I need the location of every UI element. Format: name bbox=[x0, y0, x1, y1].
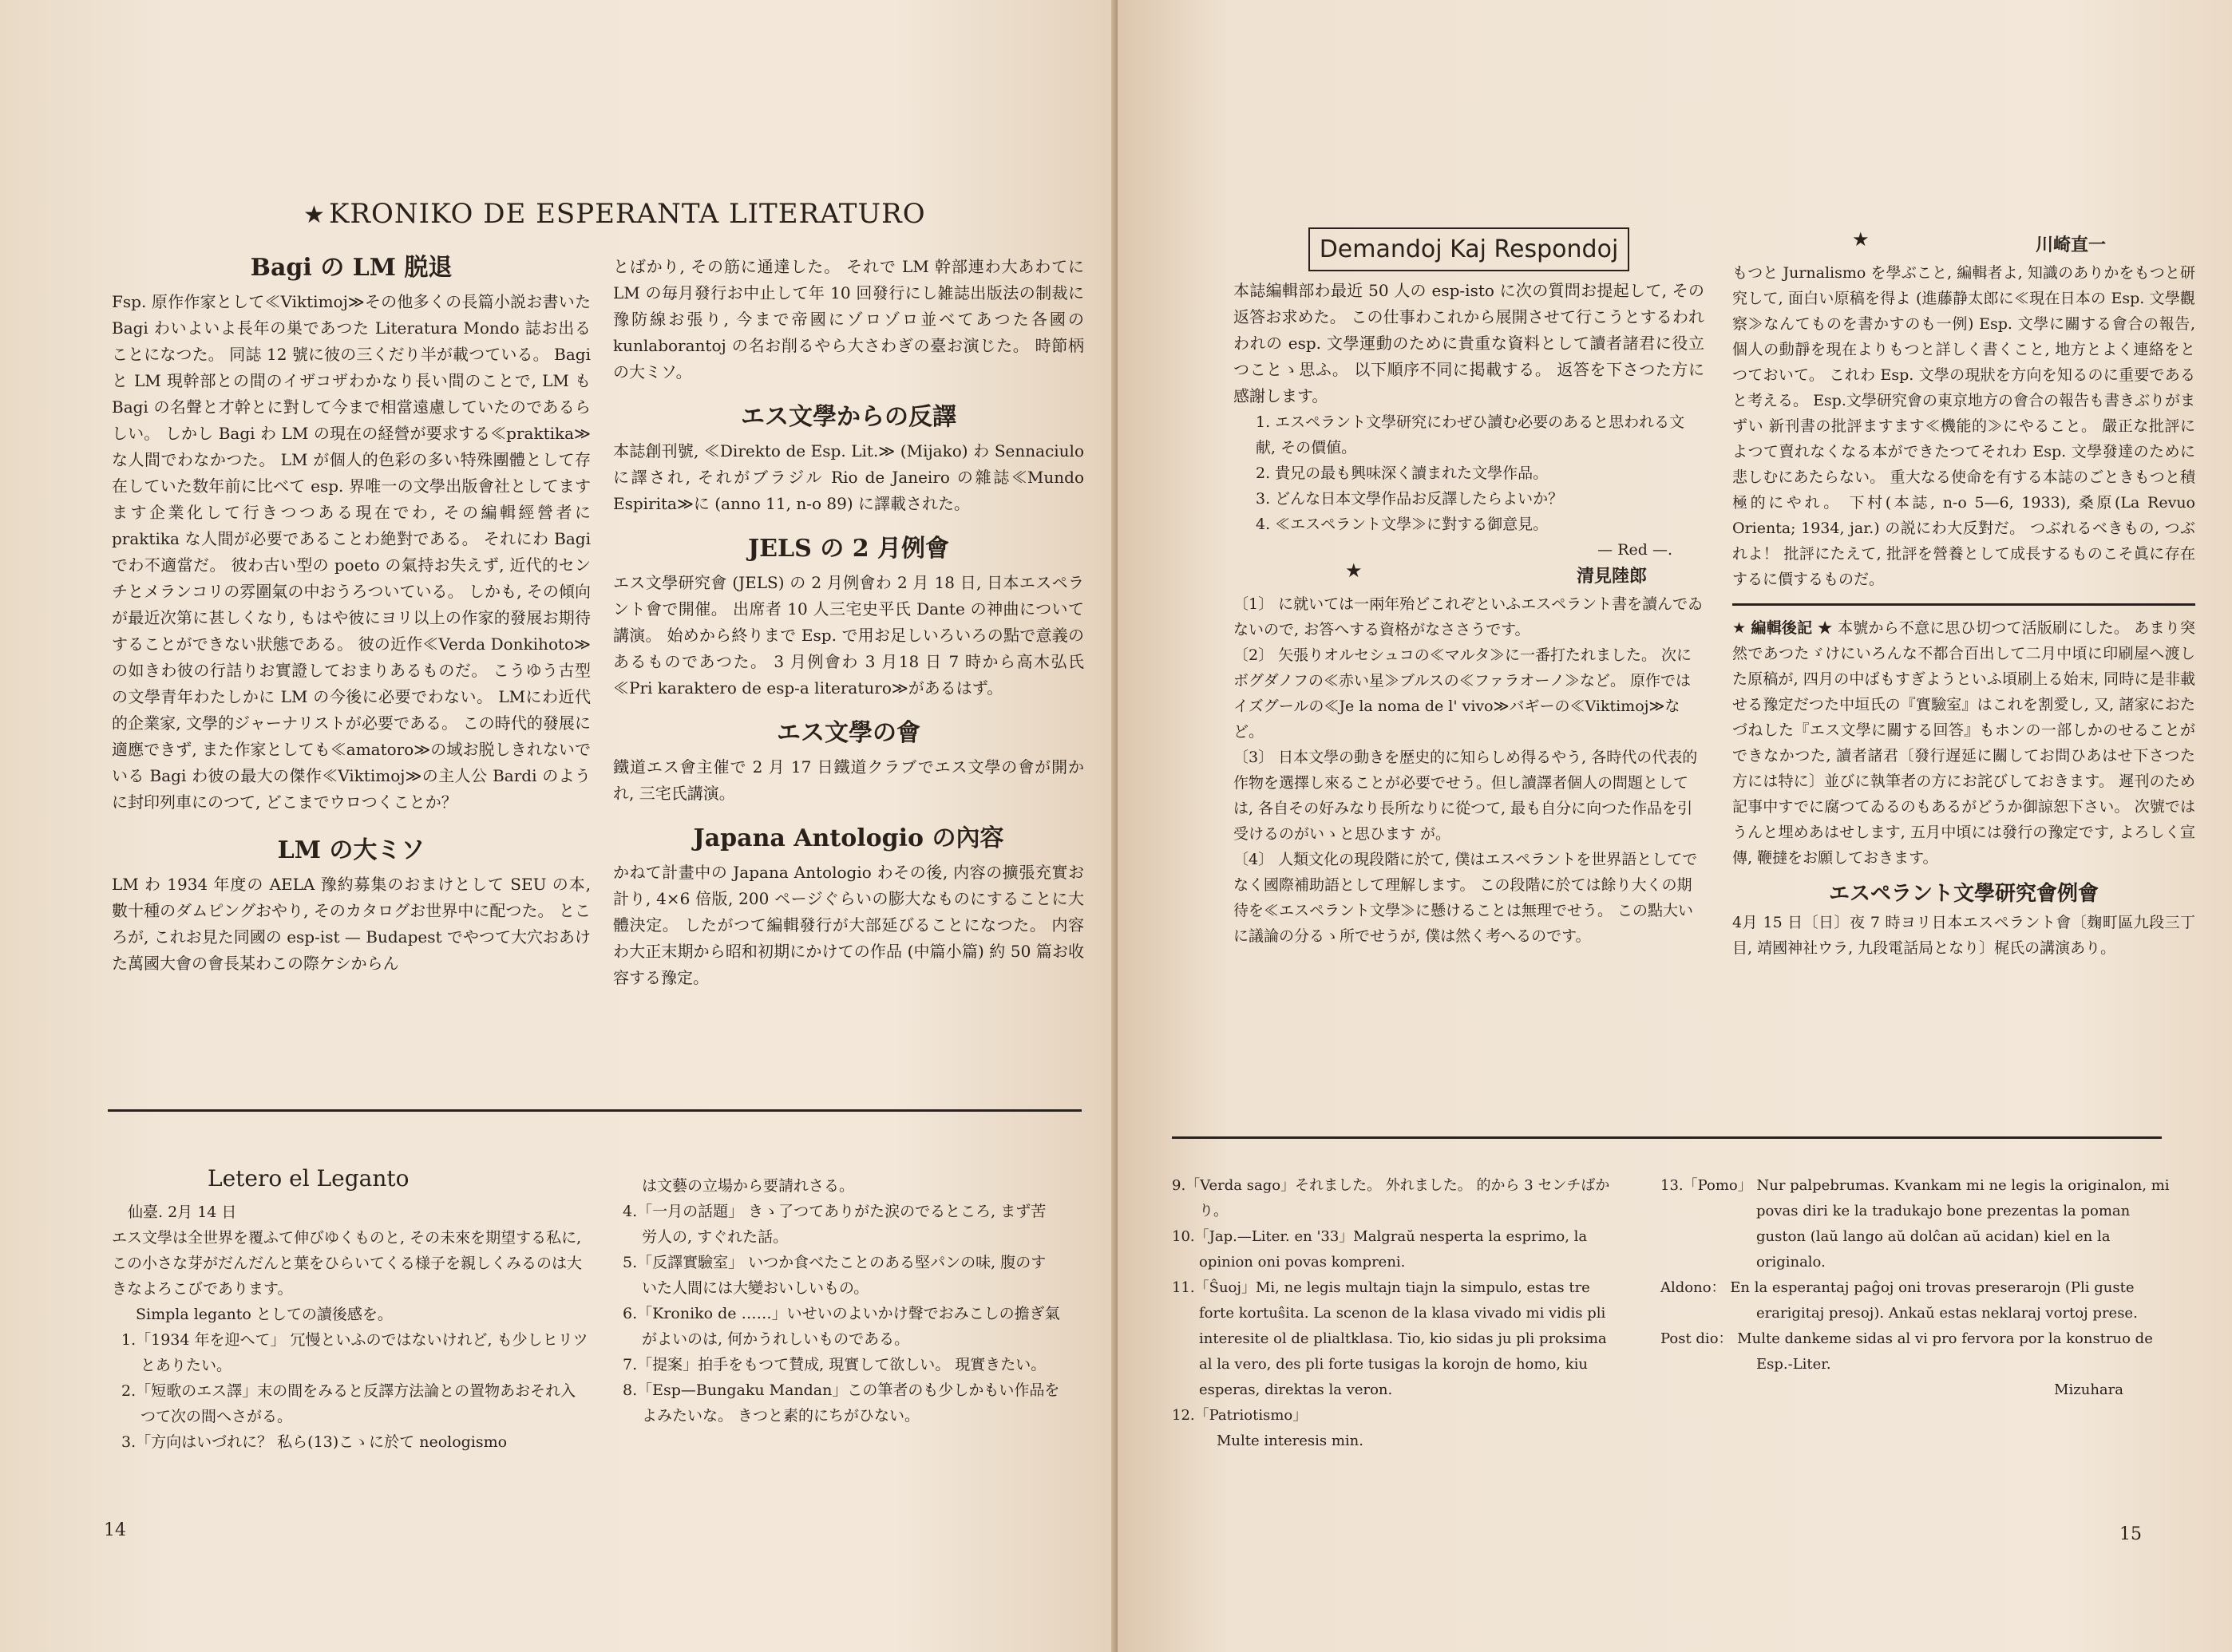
letter-continuation-1 bbox=[1172, 1173, 1619, 1454]
question-item: 3. どんな日本文學作品お反譯したらよいか？ bbox=[1256, 490, 1564, 508]
list-item: 7.「提案」拍手をもつて賛成, 現實して欲しい。 現實きたい。 bbox=[623, 1356, 1047, 1373]
list-item: 2.「短歌のエス譯」末の間をみると反譯方法論との置物あおそれ入つて次の間へさがる。 bbox=[121, 1382, 576, 1425]
star-icon: ★ bbox=[1345, 559, 1363, 582]
letter-subtitle: Simpla leganto としての讀後感を。 bbox=[136, 1306, 393, 1323]
meeting-title: エスペラント文學研究會例會 bbox=[1828, 882, 2099, 906]
section-heading: LM の大ミソ bbox=[277, 836, 425, 864]
divider-rule bbox=[108, 1109, 1082, 1112]
right-page bbox=[1118, 0, 2232, 1652]
list-item: 8.「Esp—Bungaku Mandan」この筆者のも少しかもい作品をよみたいな。 きつと素的にちがひない。 bbox=[623, 1381, 1060, 1425]
page-number: 14 bbox=[104, 1520, 126, 1540]
section-heading: エス文學の會 bbox=[777, 719, 920, 747]
letter-signature: Mizuhara bbox=[2054, 1381, 2123, 1398]
section-body: Fsp. 原作作家として≪Viktimoj≫その他多くの長篇小説お書いた Bagi わいよいよ長年の巣であつた Literatura Mondo 誌お出ることになつた。 同誌 12 號に彼の三くだり半が載つている。 Bagi と LM 現幹部との間のイザコザわかなり長い間のことで, LM も Bagi の名聲と才幹とに對して今まで相當遠慮していたのであるらしい。 しかし Bagi わ LM の現在の経營が要求する≪praktika≫な人間でわなかつた。 LM が個人的色彩の多い特殊團體として存在していた数年前に比べて esp. 界唯一の文學出版會社としてますます企業化して行きつつある現在でわ, その編輯經營者に praktika な人間が必要であることわ絶對である。 それにわ Bagi でわ不適當だ。 彼わ古い型の poeto の氣持お失えず, 近代的センチとメランコリの雰圍氣の中おうろついている。 しかも, その傾向が最近次第に甚しくなり, もはや彼にヨリ以上の作家的發展お期待することができない狀態である。 彼の近作≪Verda Donkihoto≫の如きわ彼の行詰りお實證しておまりあるものだ。 こうゆう古型の文學青年わたしかに LM の今後に必要でわない。 LMにわ近代的企業家, 文學的ジャーナリストが必要である。 この時代的發展に適應できず, また作家としても≪amatoro≫の域お脱しきれないでいる Bagi わ彼の最大の傑作≪Viktimoj≫の主人公 Bardi のように封印列車にのつて, どこまでウロつくことか？ bbox=[112, 292, 591, 812]
question-item: 2. 貴兄の最も興味深く讀まれた文學作品。 bbox=[1256, 464, 1549, 482]
letter-title: Letero el Leganto bbox=[208, 1165, 410, 1192]
star-icon: ★ bbox=[1852, 228, 1870, 251]
respondent-name: 川崎直一 bbox=[2036, 235, 2107, 255]
star-icon: ★ bbox=[303, 201, 325, 229]
column-title bbox=[303, 198, 958, 230]
section-body: とばかり, その筋に通達した。 それで LM 幹部連わ大あわてに LM の毎月發行お中止して年 10 回發行にし雑誌出版法の制裁に豫防線お張り, 今まで帝國にゾロゾロ並べてあつた各國の kunlaborantoj の名お削るやら大さわぎの臺お演じた。 時節柄の大ミソ。 bbox=[613, 257, 1084, 381]
respondent-name: 清見陸郎 bbox=[1577, 566, 1648, 587]
letter-column-2 bbox=[613, 1173, 1060, 1429]
page-number: 15 bbox=[2119, 1524, 2142, 1544]
list-item: 11.「Ŝuoj」Mi, ne legis multajn tiajn la simpulo, estas tre forte kortuŝita. La scenon de la klasa vivado mi vidis pli interesite ol de plialtklasa. Tio, kio sidas ju pli proksima al la vero, des pli forte tusigas la korojn de homo, kiu esperas, direktas la veron. bbox=[1172, 1279, 1607, 1398]
list-item: 6.「Kroniko de ……」いせいのよいかけ聲でおみこしの擔ぎ氣がよいのは, 何かうれしいものである。 bbox=[623, 1305, 1060, 1348]
list-item: 1.「1934 年を迎へて」 冗慢といふのではないけれど, も少しヒリツとありたい。 bbox=[121, 1331, 588, 1374]
section-body: 鐵道エス會主催で 2 月 17 日鐵道クラブでエス文學の會が開かれ, 三宅氏講演。 bbox=[613, 757, 1084, 803]
answer-item: 〔2〕 矢張りオルセシュコの≪マルタ≫に一番打たれました。 次にボグダノフの≪赤い星≫ブルスの≪ファラオーノ≫など。 原作ではイズグールの≪Je la noma de l' vivo≫バギーの≪Viktimoj≫など。 bbox=[1233, 646, 1692, 741]
list-item: Multe interesis min. bbox=[1217, 1433, 1363, 1449]
list-item: 3.「方向はいづれに？ 私ら(13)こゝに於て neologismo bbox=[121, 1433, 508, 1451]
qa-intro: 本誌編輯部わ最近 50 人の esp-isto に次の質問お提起して, その返答お求めた。 この仕事わこれから展開させて行こうとするわれわれの esp. 文學運動のために貴重な資料として讀者諸君に役立つことゝ思ふ。 以下順序不同に掲載する。 返答を下さつた方に感謝します。 bbox=[1233, 281, 1704, 405]
page-title: KRONIKO DE ESPERANTA LITERATURO bbox=[329, 198, 926, 230]
answer-body: もつと Jurnalismo を學ぶこと, 編輯者よ, 知識のありかをもつと研究して, 面白い原稿を得よ (進藤静太郎に≪現在日本の Esp. 文學觀察≫なんてものを書かすのも一例) Esp. 文學に關する會合の報告, 個人の動靜を現在よりもつと詳しく書くこと, 地方とよく連絡をとつておいて。 これわ Esp. 文學の現狀を方向を知るのに重要であると考える。 Esp.文學研究會の東京地方の會合の報告も書きぶりがまずい 新刊書の批評ますます≪機能的≫にやること。 嚴正な批評によつて賣れなくなる本ができたつてそれわ Esp. 文學發達のために悲しむにあたらない。 重大なる使命を有する本誌のごときもつと積極的にやれ。 下村(本誌, n-o 5—6, 1933), 桑原(La Revuo Orienta; 1934, jar.) の説にわ大反對だ。 つぶれるべきもの, つぶれよ！ 批評にたえて, 批評を營養として成長するものこそ眞に存在するに價するものだ。 bbox=[1732, 264, 2195, 588]
question-item: 4. ≪エスペラント文學≫に對する御意見。 bbox=[1256, 516, 1549, 533]
list-item: 5.「反譯實驗室」 いつか食べたことのある堅パンの味, 腹のすいた人間には大變おいしいもの。 bbox=[623, 1254, 1047, 1297]
answer-item: 〔3〕 日本文學の動きを歴史的に知らしめ得るやう, 各時代の代表的作物を選擇し來ることが必要でせう。但し讀譯者個人の問題としては, 各自その好みなり長所なりに從つて, 最も自分に向つた作品を引受けるのがいゝと思ひます が。 bbox=[1233, 749, 1698, 843]
postscript-body: 本號から不意に思ひ切つて活版刷にした。 あまり突然であつたゞけにいろんな不都合百出して二月中頃に印刷屋へ渡した原稿が, 四月の中ばもすぎようといふ頃刷上る始末, 同時に是非載せる豫定だつた中垣氏の『實驗室』はこれを割愛し, 又, 諸家におたづねした『エス文學に關する回答』もホンの一部しかのせることができなかつた, 讀者諸君〔發行遅延に關してお問ひあはせ下さつた方には特に〕並びに執筆者の方にお詫びしておきます。 遲刊のため記事中すでに腐つてゐるのもあるがどうか御諒恕下さい。 次號ではうんと埋めあはせします, 五月中頃には發行の豫定です, よろしく宣傳, 鞭撻をお願しておきます。 bbox=[1732, 619, 2195, 867]
list-item: は文藝の立場から要請れさる。 bbox=[642, 1177, 855, 1195]
left-column-1 bbox=[112, 247, 591, 977]
list-item: 9.「Verda sago」それました。 外れました。 的から 3 センチばかり。 bbox=[1172, 1177, 1610, 1219]
letter-continuation-2 bbox=[1660, 1173, 2171, 1403]
letter-column-1 bbox=[112, 1165, 591, 1455]
section-body: LM わ 1934 年度の AELA 豫約募集のおまけとして SEU の本, 數十種のダムピングおやり, そのカタログお世界中に配つた。 ところが, これお見た同國の esp-ist — Budapest でやつて大穴おあけた萬國大會の會長某わこの際ケシからん bbox=[112, 875, 591, 973]
question-item: 1. エスペラント文學研究にわぜひ讀む必要のあると思われる文献, その價値。 bbox=[1256, 413, 1685, 456]
right-column-2 bbox=[1732, 228, 2195, 961]
section-heading: エス文學からの反譯 bbox=[741, 403, 956, 431]
section-heading: Bagi の LM 脱退 bbox=[250, 254, 453, 282]
list-item: 10.「Jap.—Liter. en '33」Malgraŭ nesperta la esprimo, la opinion oni povas kompreni. bbox=[1172, 1228, 1588, 1271]
star-icon: ★ bbox=[1817, 619, 1833, 637]
letter-dateline: 仙臺. 2月 14 日 bbox=[128, 1203, 237, 1221]
list-item: Post dio： Multe dankeme sidas al vi pro fervora por la konstruo de Esp.-Liter. bbox=[1660, 1330, 2153, 1373]
qa-box-title: Demandoj Kaj Respondoj bbox=[1308, 227, 1630, 271]
divider-rule bbox=[1172, 1136, 2162, 1139]
section-heading: JELS の 2 月例會 bbox=[747, 535, 950, 563]
meeting-body: 4月 15 日〔日〕夜 7 時ヨリ日本エスペラント會〔麹町區九段三丁目, 靖國神社ウラ, 九段電話局となり〕梶氏の講演あり。 bbox=[1732, 914, 2195, 957]
answer-item: 〔4〕 人類文化の現段階に於て, 僕はエスペラントを世界語としてでなく國際補助語として理解します。 この段階に於ては餘り大くの期待を≪エスペラント文學≫に懸けることは無理でせう。 この點大いに議論の分るゝ所でせうが, 僕は然く考へるのです。 bbox=[1233, 851, 1698, 945]
left-column-2 bbox=[613, 254, 1084, 991]
postscript bbox=[1732, 615, 2195, 871]
editor-signature: — Red —. bbox=[1597, 541, 1672, 559]
divider-rule bbox=[1732, 603, 2195, 606]
section-body: 本誌創刊號, ≪Direkto de Esp. Lit.≫ (Mijako) わ Sennaciulo に譯され, それがブラジル Rio de Janeiro の雜誌≪Mundo Espirita≫に (anno 11, n-o 89) に譯載された。 bbox=[613, 441, 1084, 513]
list-item: 12.「Patriotismo」 bbox=[1172, 1407, 1308, 1424]
answer-item: 〔1〕 に就いては一兩年殆どこれぞといふエスペラント書を讀んでゐないので, お答へする資格がなささうです。 bbox=[1233, 595, 1704, 638]
postscript-title: 編輯後記 bbox=[1751, 619, 1813, 637]
list-item: 4.「一月の話題」 きゝ了つてありがた涙のでるところ, まず苦労人の, すぐれた話。 bbox=[623, 1203, 1047, 1246]
star-icon: ★ bbox=[1732, 619, 1747, 637]
list-item: Aldono： En la esperantaj paĝoj oni trovas preserarojn (Pli guste erarigitaj presoj). Ankaŭ estas neklaraj vortoj prese. bbox=[1660, 1279, 2138, 1322]
right-column-1 bbox=[1233, 235, 1704, 949]
list-item: 13.「Pomo」 Nur palpebrumas. Kvankam mi ne legis la originalon, mi povas diri ke la tradukajo bone prezentas la poman guston (laŭ lango aŭ dolĉan aŭ acidan) kiel en la originalo. bbox=[1660, 1177, 2170, 1271]
section-body: エス文學研究會 (JELS) の 2 月例會わ 2 月 18 日, 日本エスペラント會で開催。 出席者 10 人三宅史平氏 Dante の神曲について講演。 始めから終りまで Esp. で用お足しいろいろの點で意義のあるものであつた。 3 月例會わ 3 月18 日 7 時から高木弘氏 ≪Pri karaktero de esp-a literaturo≫があるはず。 bbox=[613, 573, 1084, 698]
section-body: かねて計畫中の Japana Antologio わその後, 内容の擴張充實お計り, 4×6 倍版, 200 ページぐらいの膨大なものにすることに大體決定。 したがつて編輯發行が大部延びることになつた。 内容わ大正末期から昭和初期にかけての作品 (中篇小篇) 約 50 篇お收容する豫定。 bbox=[613, 863, 1084, 987]
letter-body: エス文學は全世界を覆ふて伸びゆくものと, その未來を期望する私に, この小さな芽がだんだんと葉をひらいてくる様子を親しくみるのは大きなよろこびであります。 bbox=[112, 1229, 583, 1298]
section-heading: Japana Antologio の內容 bbox=[693, 824, 1004, 852]
